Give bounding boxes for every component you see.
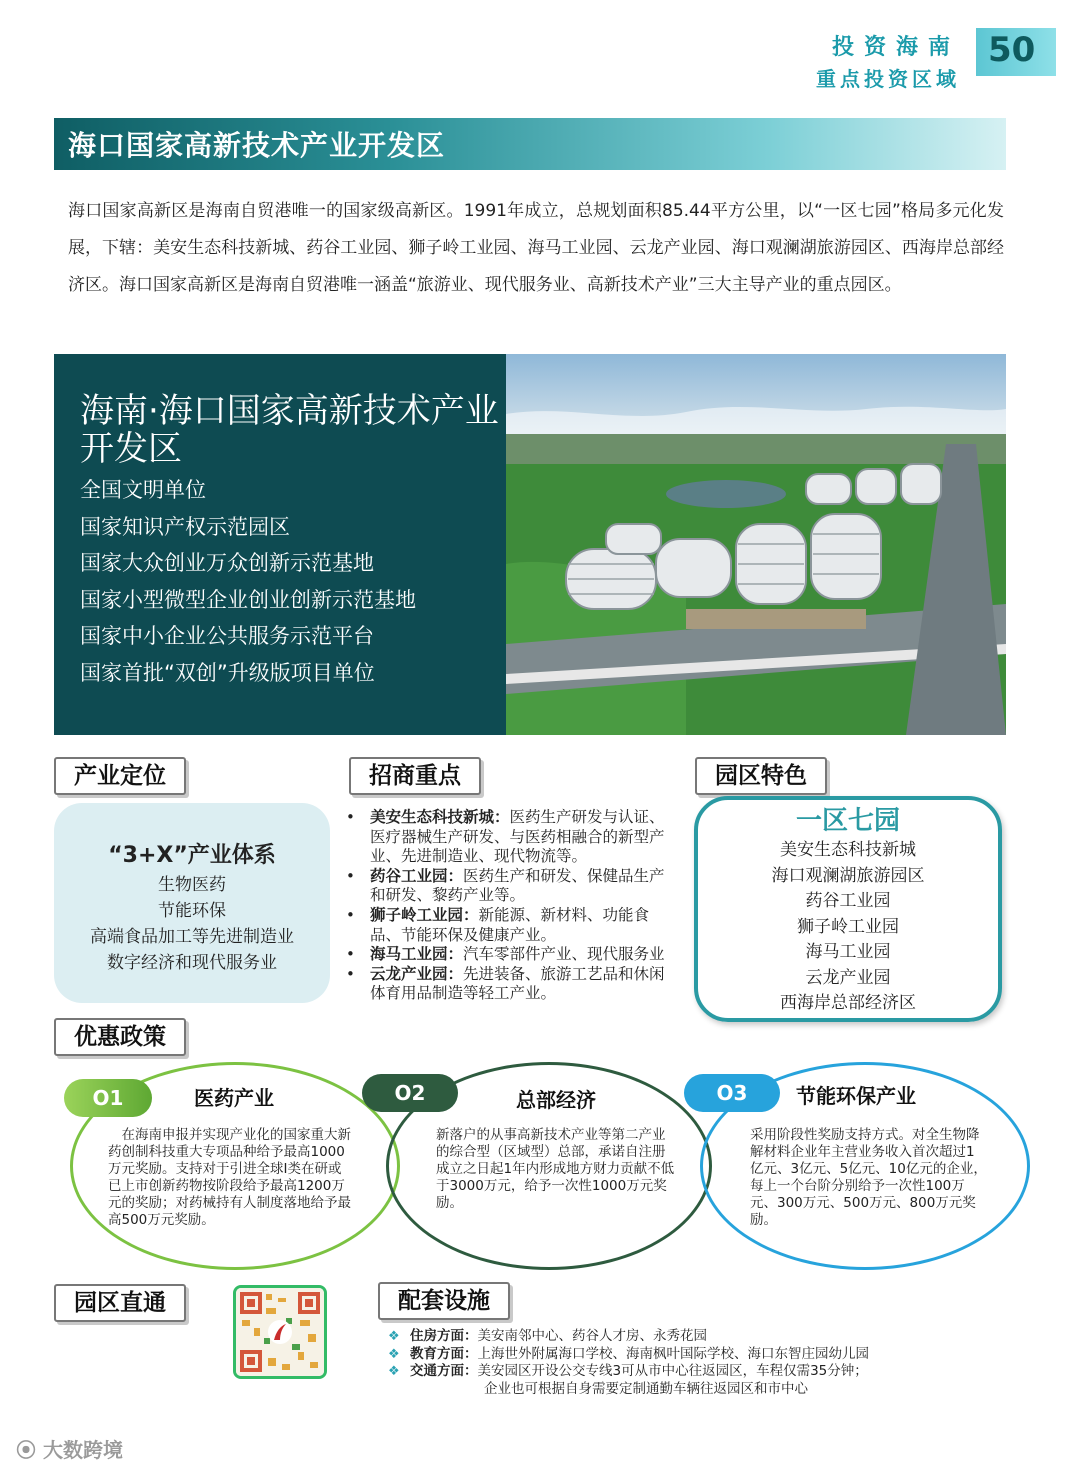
investment-item-name: 药谷工业园： [370, 866, 464, 885]
policy-title: 节能环保产业 [796, 1084, 916, 1108]
investment-item [342, 808, 672, 867]
industry-item: 数字经济和现代服务业 [107, 953, 277, 973]
policy-title: 总部经济 [516, 1088, 596, 1112]
policy-number-pill: O1 [64, 1079, 152, 1117]
qr-code[interactable] [233, 1285, 327, 1379]
facility-text: 美安南邻中心、药谷人才房、永秀花园 [477, 1328, 707, 1344]
investment-item-desc: 先进装备、旅游工艺品和休闲体育用品制造等轻工产业。 [370, 964, 665, 1003]
facility-text: 企业也可根据自身需要定制通勤车辆往返园区和市中心 [484, 1380, 808, 1397]
honor-item: 国家大众创业万众创新示范基地 [80, 551, 374, 575]
industry-item: 高端食品加工等先进制造业 [90, 927, 294, 947]
facility-label: 住房方面： [410, 1328, 478, 1344]
feature-item: 云龙产业园 [805, 967, 891, 988]
feature-item: 狮子岭工业园 [797, 916, 899, 937]
policy-text: 采用阶段性奖励支持方式。对全生物降解材料企业年主营业务收入首次超过1亿元、3亿元、5亿元、10亿元的企业，每上一个台阶分别给予一次性100万元、300万元、500万元、800万元奖励。 [750, 1127, 987, 1228]
park-aerial-photo [506, 354, 1006, 735]
honor-item: 全国文明单位 [80, 478, 206, 502]
policy-text: 新落户的从事高新技术产业等第二产业的综合型（区域型）总部，承诺自注册成立之日起1年内形成地方财力贡献不低于3000万元，给予一次性1000万元奖励。 [436, 1127, 675, 1211]
features-list [694, 838, 1002, 1017]
investment-item-desc: 医药生产和研发、保健品生产和研发、黎药产业等。 [370, 866, 665, 905]
tag-facilities: 配套设施 [378, 1282, 510, 1320]
investment-list [342, 808, 672, 1004]
investment-item-name: 云龙产业园： [370, 964, 464, 983]
tag-direct: 园区直通 [54, 1284, 186, 1322]
features-title: 一区七园 [795, 806, 900, 836]
feature-item: 美安生态科技新城 [780, 840, 916, 860]
feature-item: 西海岸总部经济区 [780, 993, 916, 1013]
investment-item-desc: 汽车零部件产业、现代服务业 [463, 945, 665, 964]
facility-text: 美安园区开设公交专线3可从市中心往返园区，车程仅需35分钟； [477, 1363, 868, 1379]
facility-item [388, 1346, 869, 1364]
investment-item [342, 965, 672, 1004]
policy-text: 在海南申报并实现产业化的国家重大新药创制科技重大专项品种给予最高1000万元奖励。支持对于引进全球Ⅰ类在研或已上市创新药物按阶段给予最高1200万元的奖励；对药械持有人制度落地给予最高500万元奖励。 [108, 1127, 351, 1228]
chapter-title: 投资海南 [831, 35, 960, 60]
diamond-bullet-icon: ❖ [388, 1346, 400, 1362]
investment-item-name: 海马工业园： [370, 945, 464, 964]
honor-item: 国家知识产权示范园区 [80, 514, 290, 539]
investment-item [342, 945, 672, 965]
facility-label: 教育方面： [410, 1345, 478, 1362]
section-title: 海口国家高新技术产业开发区 [68, 129, 446, 162]
investment-item-name: 美安生态科技新城： [370, 808, 510, 826]
page-number: 50 [988, 30, 1036, 70]
tag-features: 园区特色 [695, 757, 827, 795]
watermark-text: 大数跨境 [42, 1438, 123, 1462]
honor-item: 国家小型微型企业创业创新示范基地 [80, 587, 416, 612]
industry-title: “3+X”产业体系 [108, 843, 276, 868]
tag-investment: 招商重点 [349, 757, 481, 795]
facility-item [388, 1328, 869, 1346]
industry-item: 节能环保 [158, 901, 226, 921]
feature-item: 药谷工业园 [805, 891, 891, 911]
watermark-logo-icon: ⦿ [16, 1438, 43, 1462]
policy-number-pill: O2 [362, 1074, 458, 1112]
investment-item-name: 狮子岭工业园： [370, 905, 479, 924]
policy-title: 医药产业 [194, 1086, 274, 1110]
chapter-header [816, 30, 960, 92]
diamond-bullet-icon: ❖ [388, 1329, 400, 1344]
chapter-subtitle: 重点投资区域 [816, 67, 960, 91]
industry-list [54, 872, 330, 976]
facilities-list [388, 1328, 869, 1398]
facility-text: 上海世外附属海口学校、海南枫叶国际学校、海口东智庄园幼儿园 [477, 1345, 869, 1362]
industry-item: 生物医药 [158, 875, 226, 895]
investment-item-desc: 医药生产研发与认证、医疗器械生产研发、与医药相融合的新型产业、先进制造业、现代物流等。 [370, 808, 665, 866]
tag-industry: 产业定位 [54, 757, 186, 795]
diamond-bullet-icon: ❖ [388, 1364, 400, 1379]
facility-item [388, 1381, 869, 1399]
feature-item: 海马工业园 [805, 942, 891, 962]
investment-item-desc: 新能源、新材料、功能食品、节能环保及健康产业。 [370, 905, 650, 944]
facility-item [388, 1363, 869, 1381]
watermark [16, 1434, 123, 1463]
honors-list [80, 472, 416, 691]
investment-item [342, 906, 672, 945]
honor-item: 国家中小企业公共服务示范平台 [80, 624, 374, 648]
investment-item [342, 867, 672, 906]
facility-label: 交通方面： [410, 1363, 478, 1379]
feature-item: 海口观澜湖旅游园区 [771, 865, 925, 886]
policy-number-pill: O3 [684, 1074, 780, 1112]
hero-title: 海南·海口国家高新技术产业开发区 [80, 391, 499, 469]
tag-policy: 优惠政策 [54, 1018, 186, 1056]
intro-paragraph: 海口国家高新区是海南自贸港唯一的国家级高新区。1991年成立，总规划面积85.44平方公里，以“一区七园”格局多元化发展，下辖：美安生态科技新城、药谷工业园、狮子岭工业园、海马工业园、云龙产业园、海口观澜湖旅游园区、西海岸总部经济区。海口国家高新区是海南自贸港唯一涵盖“旅游业、现代服务业、高新技术产业”三大主导产业的重点园区。 [68, 201, 1004, 295]
honor-item: 国家首批“双创”升级版项目单位 [80, 660, 375, 685]
